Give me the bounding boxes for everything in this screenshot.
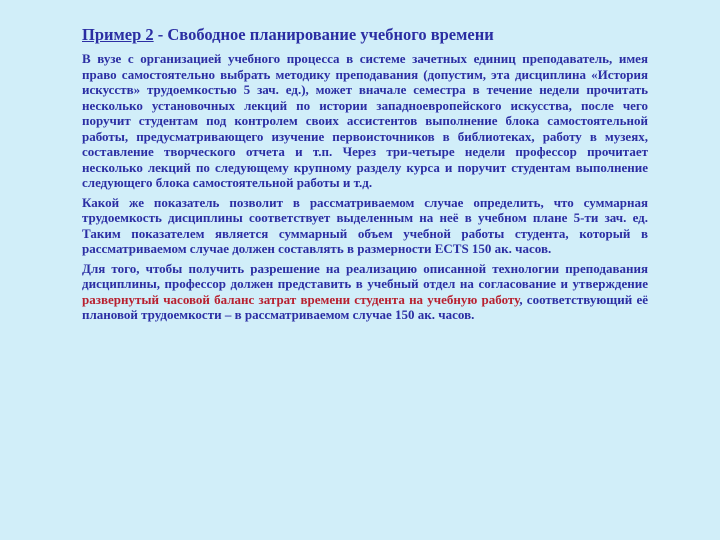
paragraph-1: В вузе с организацией учебного процесса в системе зачетных единиц преподаватель, имея право самостоятельно выбрать методику преподавания (допустим, эта дисциплина «История искусств» трудоемкостью 5 зач. ед.), может вначале семестра в течение недели прочитать несколько установочных лекций по истории западноевропейского искусства, после чего поручит студентам под контролем своих ассистентов выполнение блока самостоятельной работы, предусматривающего изучение первоисточников в библиотеках, работу в музеях, составление творческого отчета и т.п. Через три-четыре недели профессор прочитает несколько лекций по следующему крупному разделу курса и поручит студентам выполнение следующего блока самостоятельной работы и т.д. [82, 51, 648, 190]
title-text: - Свободное планирование учебного времени [153, 25, 494, 44]
paragraph-2: Какой же показатель позволит в рассматриваемом случае определить, что суммарная трудоемкость дисциплины соответствует выделенным на неё в учебном плане 5-ти зач. ед. Таким показателем является суммарный объем учебной работы студента, который в рассматриваемом случае должен составлять в размерности ECTS 150 ак. часов. [82, 194, 648, 256]
paragraph-3-end: , соответствующий её плановой трудоемкости – в рассматриваемом случае 150 ак. часов. [82, 291, 648, 322]
paragraph-3-highlight: развернутый часовой баланс затрат времени студента на учебную работу [82, 291, 520, 307]
slide-title [82, 26, 648, 44]
slide-content [82, 26, 648, 327]
title-example-number: Пример 2 [82, 25, 154, 44]
paragraph-3 [82, 261, 648, 323]
paragraph-3-start: Для того, чтобы получить разрешение на реализацию описанной технологии преподавания дисциплины, профессор должен представить в учебный отдел на согласование и утверждение [82, 260, 648, 291]
